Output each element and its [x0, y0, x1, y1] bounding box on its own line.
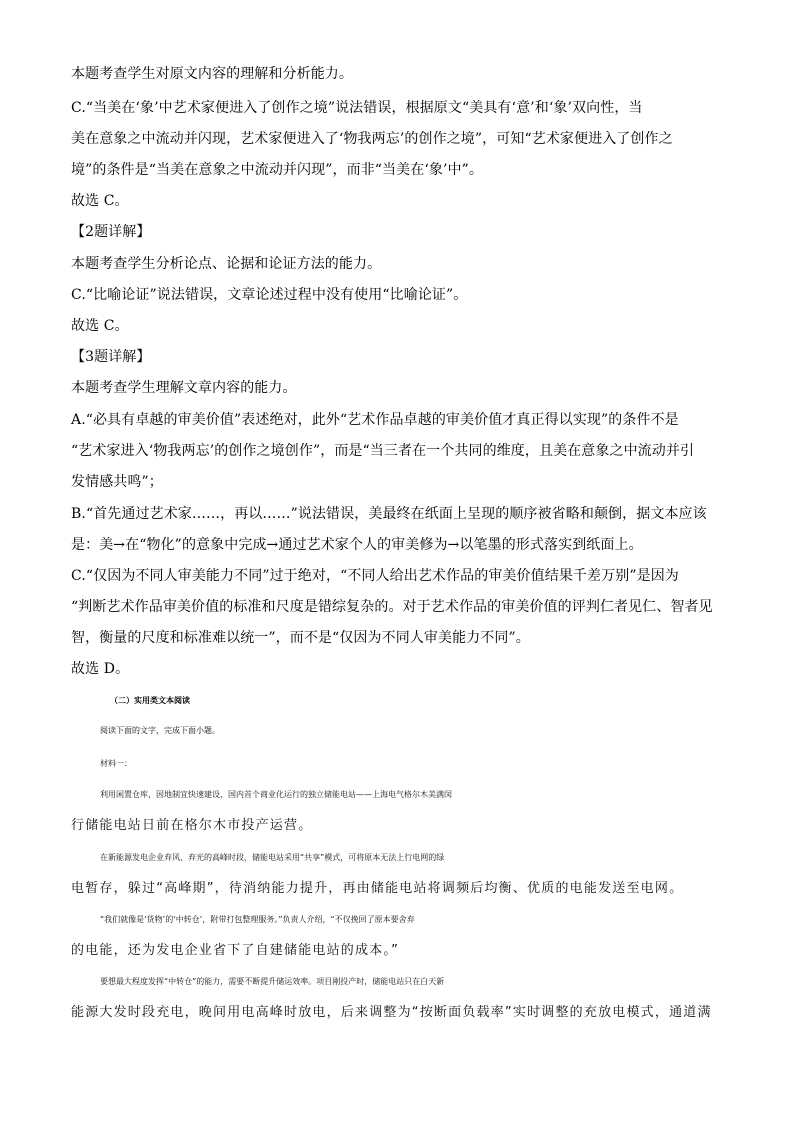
- question-heading: 【2题详解】: [71, 224, 151, 240]
- answer-line: 境”的条件是“当美在意象之中流动并闪现”，而非“当美在‘象’中”。: [71, 162, 483, 178]
- answer-line: 智，衡量的尺度和标准难以统一”，而不是“仅因为不同人审美能力不同”。: [71, 630, 530, 646]
- material-line: 在新能源发电企业弃风、弃光的高峰时段，储能电站采用“共享”模式，可将原本无法上行电网的绿: [100, 853, 445, 862]
- section-title: （二）实用类文本阅读: [110, 695, 190, 705]
- answer-line: A.“必具有卓越的审美价值”表述绝对，此外“艺术作品卓越的审美价值才真正得以实现”的条件不是: [71, 412, 679, 428]
- reading-instruction: 阅读下面的文字，完成下面小题。: [100, 726, 220, 735]
- material-line: 能源大发时段充电，晚间用电高峰时放电，后来调整为“按断面负载率”实时调整的充放电模式，通道满: [71, 1005, 712, 1020]
- answer-line: “艺术家进入‘物我两忘’的创作之境创作”，而是“当三者在一个共同的维度，且美在意象之中流动并引: [71, 443, 695, 459]
- question-heading: 【3题详解】: [71, 349, 151, 365]
- answer-line: 故选 D。: [71, 661, 130, 677]
- material-line: 电暂存，躲过“高峰期”，待消纳能力提升，再由储能电站将调频后均衡、优质的电能发送至电网。: [71, 881, 684, 896]
- answer-line: 本题考查学生分析论点、论据和论证方法的能力。: [71, 256, 382, 272]
- answer-line: 本题考查学生理解文章内容的能力。: [71, 380, 297, 396]
- answer-line: “判断艺术作品审美价值的标准和尺度是错综复杂的。对于艺术作品的审美价值的评判仁者见仁、智者见: [71, 599, 713, 615]
- answer-line: C.“比喻论证”说法错误，文章论述过程中没有使用“比喻论证”。: [71, 287, 468, 303]
- answer-line: 故选 C。: [71, 193, 129, 209]
- answer-line: 故选 C。: [71, 318, 129, 334]
- answer-line: 是：美→在“物化”的意象中完成→通过艺术家个人的审美修为→以笔墨的形式落实到纸面上。: [71, 537, 643, 553]
- material-line: 要想最大程度发挥“中转仓”的能力，需要不断提升储运效率。项目刚投产时，储能电站只在白天新: [100, 977, 445, 986]
- material-label: 材料一：: [100, 759, 132, 768]
- answer-line: 美在意象之中流动并闪现，艺术家便进入了‘物我两忘’的创作之境”，可知“艺术家便进入了创作之: [71, 131, 673, 147]
- material-line: 的电能，还为发电企业省下了自建储能电站的成本。”: [71, 943, 400, 958]
- material-line: 行储能电站日前在格尔木市投产运营。: [71, 818, 313, 833]
- material-line: 利用闲置仓库，因地制宜快速建设，国内首个商业化运行的独立储能电站——上海电气格尔木美满闵: [100, 790, 452, 799]
- answer-line: C.“当美在‘象’中艺术家便进入了创作之境”说法错误，根据原文“美具有‘意’和‘象’双向性，当: [71, 100, 643, 116]
- material-line: “我们就像是‘货物’的‘中转仓’，附带打包整理服务。”负责人介绍，“不仅挽回了原本要舍弃: [100, 915, 415, 924]
- answer-line: C.“仅因为不同人审美能力不同”过于绝对，“不同人给出艺术作品的审美价值结果千差万别”是因为: [71, 568, 679, 584]
- answer-line: B.“首先通过艺术家……，再以……”说法错误，美最终在纸面上呈现的顺序被省略和颠倒，据文本应该: [71, 506, 707, 522]
- answer-line: 本题考查学生对原文内容的理解和分析能力。: [71, 66, 353, 82]
- answer-line: 发情感共鸣”；: [71, 474, 163, 490]
